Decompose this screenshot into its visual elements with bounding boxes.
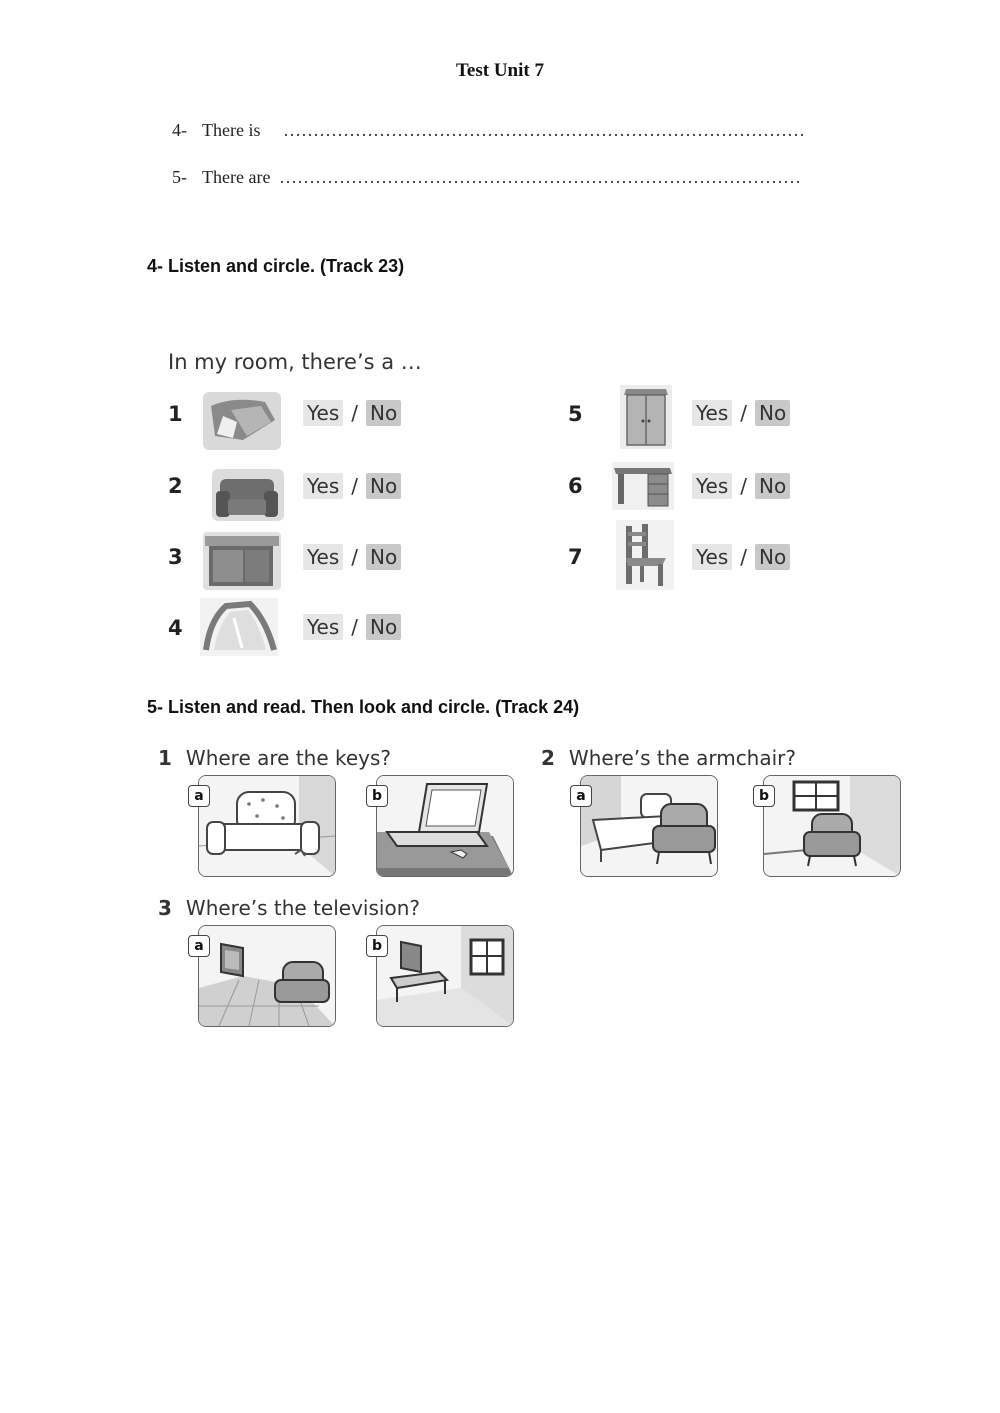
yes-option[interactable]: Yes (692, 473, 732, 499)
section-5-heading: 5- Listen and read. Then look and circle. (Track 24) (147, 697, 580, 717)
answer-options-5 (692, 400, 790, 426)
cupboard-icon (203, 532, 281, 590)
section-4-intro: In my room, there’s a … (168, 350, 422, 374)
chair-icon (616, 520, 674, 590)
slash: / (351, 474, 359, 498)
yes-option[interactable]: Yes (692, 400, 732, 426)
item-number: 1 (168, 402, 183, 426)
answer-options-6 (692, 473, 790, 499)
question-text: Where’s the television? (185, 896, 420, 920)
answer-options-7 (692, 544, 790, 570)
question-number: 3 (158, 896, 172, 920)
sentence-4 (172, 120, 805, 141)
laptop-table-picture (377, 776, 513, 876)
mirror-icon (200, 598, 278, 656)
item-number: 2 (168, 474, 183, 498)
answer-options-2 (303, 473, 401, 499)
armchair-corner-picture (764, 776, 900, 876)
yes-option[interactable]: Yes (303, 400, 343, 426)
picture-3b[interactable] (376, 925, 514, 1027)
question-text: Where are the keys? (185, 746, 392, 770)
sentence-number: 5- (172, 167, 187, 187)
answer-blank[interactable]: …………………………………………………………………………… (282, 120, 805, 140)
slash: / (740, 545, 748, 569)
option-a-label: a (570, 785, 592, 807)
question-number: 2 (541, 746, 555, 770)
slash: / (740, 401, 748, 425)
slash: / (351, 615, 359, 639)
section-4-heading: 4- Listen and circle. (Track 23) (147, 256, 405, 276)
wardrobe-icon (620, 385, 672, 449)
yes-option[interactable]: Yes (303, 614, 343, 640)
option-a-label: a (188, 785, 210, 807)
sentence-start: There is (202, 120, 261, 140)
wall-tv-picture (199, 926, 335, 1026)
item-number: 7 (568, 545, 583, 569)
option-a-label: a (188, 935, 210, 957)
no-option[interactable]: No (755, 473, 790, 499)
answer-options-4 (303, 614, 401, 640)
armchair-icon (210, 465, 288, 523)
question-3 (158, 896, 420, 920)
yes-option[interactable]: Yes (303, 473, 343, 499)
slash: / (351, 545, 359, 569)
picture-2b[interactable] (763, 775, 901, 877)
question-text: Where’s the armchair? (568, 746, 797, 770)
table-tv-picture (377, 926, 513, 1026)
no-option[interactable]: No (366, 544, 401, 570)
answer-options-1 (303, 400, 401, 426)
option-b-label: b (753, 785, 775, 807)
answer-options-3 (303, 544, 401, 570)
sentence-5 (172, 167, 801, 188)
no-option[interactable]: No (755, 544, 790, 570)
item-number: 4 (168, 616, 183, 640)
question-2 (541, 746, 796, 770)
item-number: 5 (568, 402, 583, 426)
page-title: Test Unit 7 (456, 60, 544, 81)
sentence-start: There are (202, 167, 271, 187)
sofa-room-picture (199, 776, 335, 876)
option-b-label: b (366, 785, 388, 807)
answer-blank[interactable]: …………………………………………………………………………… (278, 167, 801, 187)
sentence-number: 4- (172, 120, 187, 140)
yes-option[interactable]: Yes (303, 544, 343, 570)
no-option[interactable]: No (366, 614, 401, 640)
item-number: 6 (568, 474, 583, 498)
no-option[interactable]: No (366, 473, 401, 499)
slash: / (740, 474, 748, 498)
lamp-icon (203, 392, 281, 450)
question-number: 1 (158, 746, 172, 770)
picture-2a[interactable] (580, 775, 718, 877)
question-1 (158, 746, 391, 770)
desk-icon (612, 462, 674, 510)
item-number: 3 (168, 545, 183, 569)
bed-armchair-picture (581, 776, 717, 876)
picture-3a[interactable] (198, 925, 336, 1027)
slash: / (351, 401, 359, 425)
yes-option[interactable]: Yes (692, 544, 732, 570)
option-b-label: b (366, 935, 388, 957)
picture-1b[interactable] (376, 775, 514, 877)
picture-1a[interactable] (198, 775, 336, 877)
no-option[interactable]: No (366, 400, 401, 426)
no-option[interactable]: No (755, 400, 790, 426)
